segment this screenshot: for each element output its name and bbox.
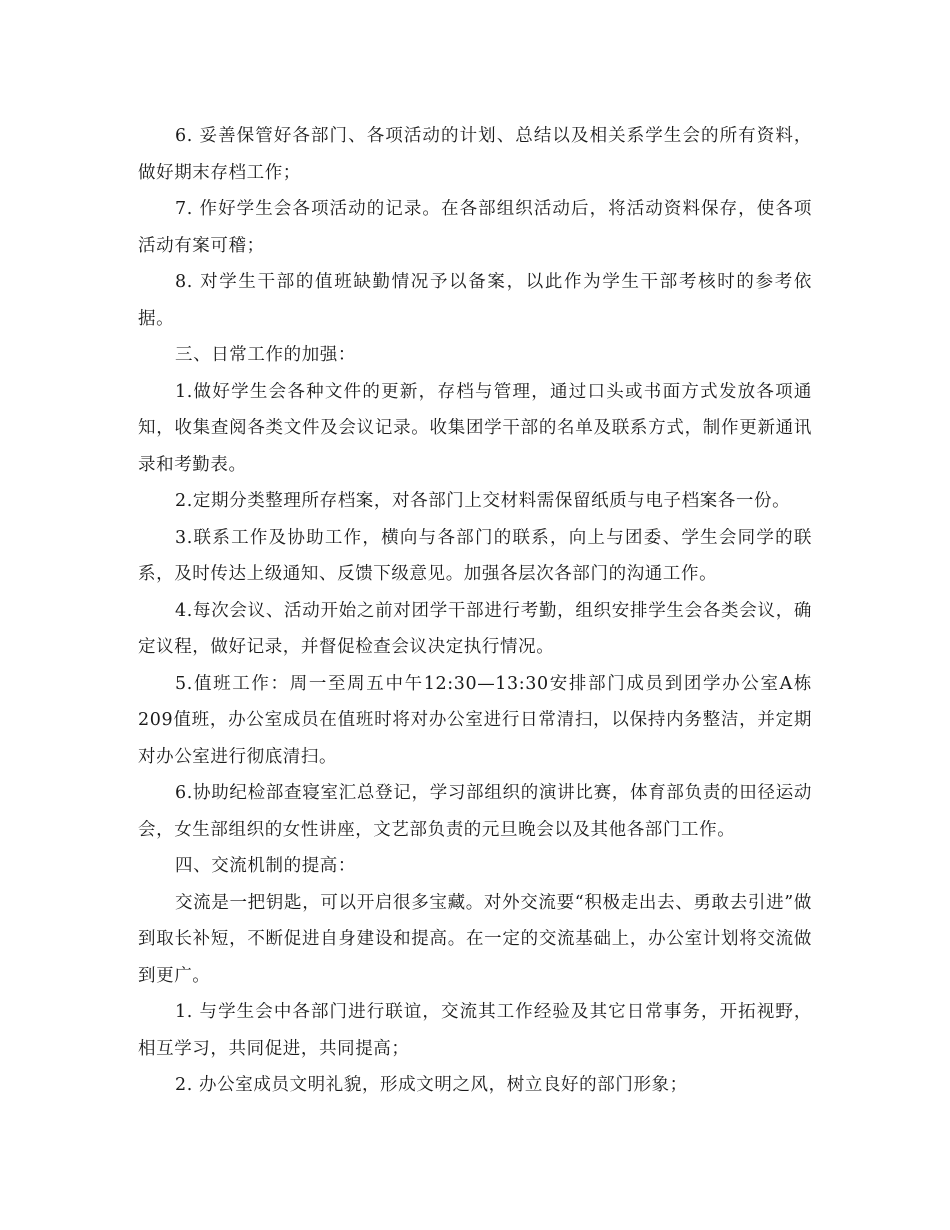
document-body (138, 118, 812, 1104)
paragraph-item-6-assist: 6.协助纪检部查寝室汇总登记，学习部组织的演讲比赛，体育部负责的田径运动会，女生部组织的女性讲座，文艺部负责的元旦晚会以及其他各部门工作。 (138, 783, 812, 840)
paragraph-item-5-duty: 5.值班工作：周一至周五中午12:30—13:30安排部门成员到团学办公室A栋209值班，办公室成员在值班时将对办公室进行日常清扫，以保持内务整洁，并定期对办公室进行彻底清扫。 (138, 673, 812, 767)
paragraph-item-1-liaison-events: 1. 与学生会中各部门进行联谊，交流其工作经验及其它日常事务，开拓视野，相互学习，共同促进，共同提高； (138, 1002, 812, 1059)
paragraph-exchange-intro: 交流是一把钥匙，可以开启很多宝藏。对外交流要“积极走出去、勇敢去引进”做到取长补短，不断促进自身建设和提高。在一定的交流基础上，办公室计划将交流做到更广。 (138, 892, 812, 986)
section-heading-3: 三、日常工作的加强： (175, 345, 356, 365)
paragraph-item-1-files: 1.做好学生会各种文件的更新，存档与管理，通过口头或书面方式发放各项通知，收集查阅各类文件及会议记录。收集团学干部的名单及联系方式，制作更新通讯录和考勤表。 (138, 381, 812, 475)
paragraph-item-2-etiquette: 2. 办公室成员文明礼貌，形成文明之风，树立良好的部门形象； (175, 1075, 688, 1095)
paragraph-item-2-archives: 2.定期分类整理所存档案，对各部门上交材料需保留纸质与电子档案各一份。 (175, 491, 791, 511)
paragraph-item-4-meetings: 4.每次会议、活动开始之前对团学干部进行考勤，组织安排学生会各类会议，确定议程，做好记录，并督促检查会议决定执行情况。 (138, 600, 812, 657)
paragraph-item-6-archive: 6. 妥善保管好各部门、各项活动的计划、总结以及相关系学生会的所有资料，做好期末存档工作； (138, 126, 812, 183)
paragraph-item-8-attendance: 8. 对学生干部的值班缺勤情况予以备案，以此作为学生干部考核时的参考依据。 (138, 272, 812, 329)
paragraph-item-3-liaison: 3.联系工作及协助工作，横向与各部门的联系，向上与团委、学生会同学的联系，及时传达上级通知、反馈下级意见。加强各层次各部门的沟通工作。 (138, 527, 812, 584)
paragraph-item-7-records: 7. 作好学生会各项活动的记录。在各部组织活动后，将活动资料保存，使各项活动有案可稽； (138, 199, 812, 256)
section-heading-4: 四、交流机制的提高： (175, 856, 356, 876)
